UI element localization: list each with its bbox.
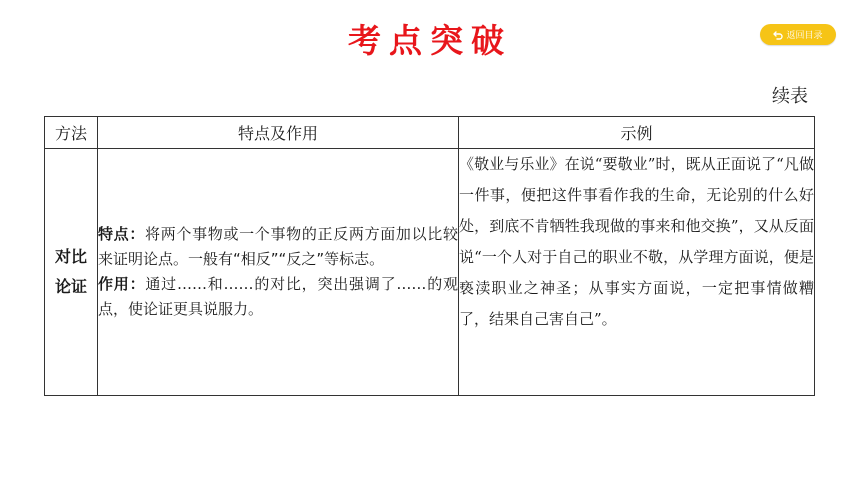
table-header-row — [45, 117, 815, 149]
function-text: 通过……和……的对比，突出强调了……的观点，使论证更具说服力。 — [98, 275, 458, 318]
header-example: 示例 — [459, 117, 815, 149]
method-cell — [45, 149, 98, 396]
page-title: 考点突破 — [348, 21, 512, 60]
header-features: 特点及作用 — [98, 117, 459, 149]
example-cell: 《敬业与乐业》在说“要敬业”时，既从正面说了“凡做一件事，便把这件事看作我的生命，无论别的什么好处，到底不肯牺牲我现做的事来和他交换”，又从反面说“一个人对于自己的职业不敬，从学理方面说，便是亵渎职业之神圣；从事实方面说，一定把事情做糟了，结果自己害自己”。 — [459, 149, 815, 396]
header-method: 方法 — [45, 117, 98, 149]
features-cell — [98, 149, 459, 396]
features-text: 将两个事物或一个事物的正反两方面加以比较来证明论点。一般有“相反”“反之”等标志。 — [98, 225, 458, 268]
argument-methods-table — [44, 116, 815, 396]
continued-label: 续表 — [772, 86, 808, 107]
back-button-label: 返回目录 — [786, 31, 823, 41]
table-row — [45, 149, 815, 396]
back-to-contents-button[interactable] — [760, 24, 836, 45]
features-label: 特点： — [98, 225, 146, 243]
method-name: 对比论证 — [54, 247, 87, 296]
function-label: 作用： — [98, 275, 146, 293]
features-paragraph — [98, 222, 458, 272]
return-arrow-icon — [773, 30, 783, 40]
function-paragraph — [98, 272, 458, 322]
